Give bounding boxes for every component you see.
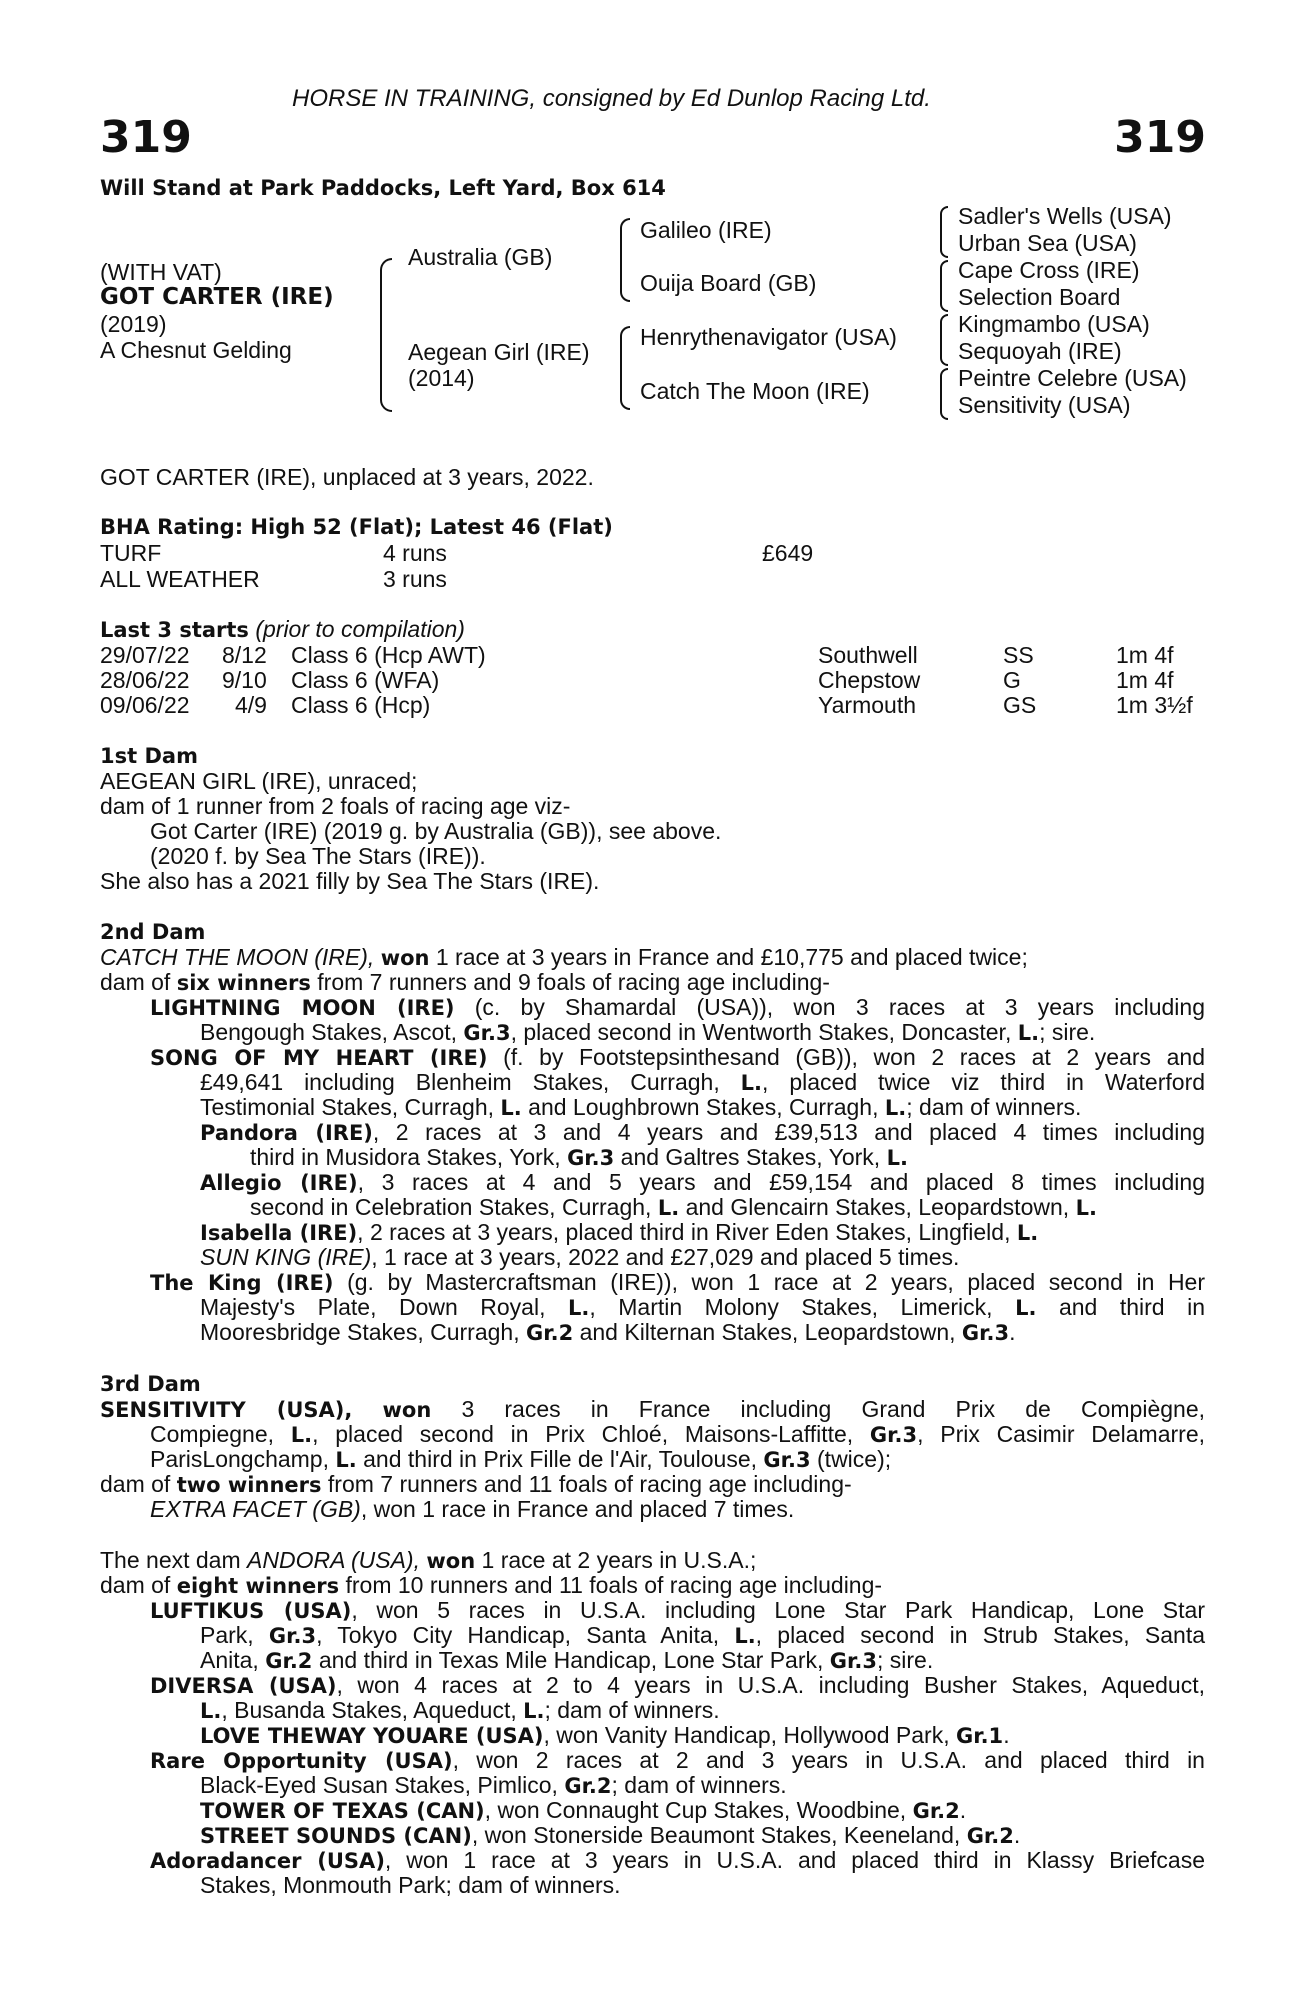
horse-year: (2019) (100, 311, 167, 337)
start-date: 28/06/22 (100, 667, 190, 693)
sire-name: Australia (GB) (408, 244, 553, 270)
start-race: Class 6 (Hcp) (291, 692, 431, 718)
ancestor-7: Peintre Celebre (USA) (958, 365, 1187, 391)
third-dam-line: ParisLongchamp, L. and third in Prix Fille de l'Air, Toulouse, Gr.3 (twice); (150, 1446, 892, 1472)
start-distance: 1m 3½f (1116, 692, 1193, 718)
progeny-entry: STREET SOUNDS (CAN), won Stonerside Beaumont Stakes, Keeneland, Gr.2. (200, 1822, 1021, 1848)
start-course: Southwell (818, 642, 918, 668)
ancestor-6: Sequoyah (IRE) (958, 338, 1122, 364)
progeny-entry: £49,641 including Blenheim Stakes, Curragh, L., placed twice viz third in Waterford (200, 1069, 1206, 1095)
first-dam-heading: 1st Dam (100, 744, 198, 768)
start-going: G (1003, 667, 1021, 693)
runs-turf: 4 runs (383, 540, 447, 566)
first-dam-line: AEGEAN GIRL (IRE), unraced; (100, 768, 418, 794)
ancestor-1: Sadler's Wells (USA) (958, 203, 1172, 229)
progeny-entry: Adoradancer (USA), won 1 race at 3 years in U.S.A. and placed third in Klassy Briefcase (150, 1847, 1205, 1873)
pedigree-bracket-3c (940, 314, 948, 366)
progeny-entry: Anita, Gr.2 and third in Texas Mile Handicap, Lone Star Park, Gr.3; sire. (200, 1647, 934, 1673)
progeny-entry: Isabella (IRE), 2 races at 3 years, placed third in River Eden Stakes, Lingfield, L. (200, 1219, 1039, 1245)
progeny-entry: Stakes, Monmouth Park; dam of winners. (200, 1872, 621, 1898)
ancestor-3: Cape Cross (IRE) (958, 257, 1140, 283)
start-race: Class 6 (Hcp AWT) (291, 642, 486, 668)
runs-aw: 3 runs (383, 566, 447, 592)
progeny-entry: L., Busanda Stakes, Aqueduct, L.; dam of winners. (200, 1697, 720, 1723)
dam-name: Aegean Girl (IRE) (408, 339, 590, 365)
prize-turf: £649 (762, 540, 814, 566)
start-race: Class 6 (WFA) (291, 667, 440, 693)
pedigree-bracket-3b (940, 260, 948, 312)
progeny-entry: DIVERSA (USA), won 4 races at 2 to 4 years in U.S.A. including Busher Stakes, Aqueduct, (150, 1672, 1205, 1698)
progeny-entry: LOVE THEWAY YOUARE (USA), won Vanity Handicap, Hollywood Park, Gr.1. (200, 1722, 1010, 1748)
dam-year: (2014) (408, 365, 475, 391)
progeny-entry: Park, Gr.3, Tokyo City Handicap, Santa Anita, L., placed second in Strub Stakes, Santa (200, 1622, 1205, 1648)
start-distance: 1m 4f (1116, 667, 1174, 693)
progeny-entry: LIGHTNING MOON (IRE) (c. by Shamardal (USA)), won 3 races at 3 years including (150, 994, 1205, 1020)
progeny-entry: Pandora (IRE), 2 races at 3 and 4 years and £39,513 and placed 4 times including (200, 1119, 1205, 1145)
horse-name: GOT CARTER (IRE) (100, 284, 334, 310)
first-dam-line: dam of 1 runner from 2 foals of racing age viz- (100, 793, 571, 819)
progeny-entry: The King (IRE) (g. by Mastercraftsman (IRE)), won 1 race at 2 years, placed second in Her (150, 1269, 1206, 1295)
start-position: 8/12 (222, 642, 267, 668)
ancestor-4: Selection Board (958, 284, 1121, 310)
progeny-entry: Rare Opportunity (USA), won 2 races at 2 and 3 years in U.S.A. and placed third in (150, 1747, 1205, 1773)
grandsire-2: Ouija Board (GB) (640, 270, 817, 296)
stand-location: Will Stand at Park Paddocks, Left Yard, Box 614 (100, 176, 666, 200)
lot-number-right: 319 (1114, 112, 1206, 163)
pedigree-bracket-2a (620, 218, 630, 302)
progeny-entry: TOWER OF TEXAS (CAN), won Connaught Cup Stakes, Woodbine, Gr.2. (200, 1797, 967, 1823)
first-dam-line: She also has a 2021 filly by Sea The Stars (IRE). (100, 868, 600, 894)
pedigree-bracket-2b (620, 326, 630, 410)
surface-turf: TURF (100, 540, 162, 566)
progeny-entry: Mooresbridge Stakes, Curragh, Gr.2 and Kilternan Stakes, Leopardstown, Gr.3. (200, 1319, 1016, 1345)
surface-aw: ALL WEATHER (100, 566, 260, 592)
progeny-entry: EXTRA FACET (GB), won 1 race in France and placed 7 times. (150, 1496, 795, 1522)
first-dam-line: (2020 f. by Sea The Stars (IRE)). (150, 843, 486, 869)
third-dam-line: SENSITIVITY (USA), won 3 races in France including Grand Prix de Compiègne, (100, 1396, 1206, 1422)
first-dam-line: Got Carter (IRE) (2019 g. by Australia (GB)), see above. (150, 818, 722, 844)
ancestor-8: Sensitivity (USA) (958, 392, 1131, 418)
progeny-entry: SONG OF MY HEART (IRE) (f. by Footstepsinthesand (GB)), won 2 races at 2 years and (150, 1044, 1206, 1070)
pedigree-bracket-1 (380, 258, 392, 412)
grandsire-1: Galileo (IRE) (640, 217, 772, 243)
progeny-entry: Black-Eyed Susan Stakes, Pimlico, Gr.2; dam of winners. (200, 1772, 787, 1798)
second-dam-line: CATCH THE MOON (IRE), won 1 race at 3 years in France and £10,775 and placed twice; (100, 944, 1028, 970)
start-course: Chepstow (818, 667, 921, 693)
progeny-entry: third in Musidora Stakes, York, Gr.3 and Galtres Stakes, York, L. (250, 1144, 908, 1170)
third-dam-line: dam of two winners from 7 runners and 11 foals of racing age including- (100, 1471, 852, 1497)
progeny-entry: SUN KING (IRE), 1 race at 3 years, 2022 and £27,029 and placed 5 times. (200, 1244, 960, 1270)
vat-note: (WITH VAT) (100, 259, 222, 285)
next-dam-line: The next dam ANDORA (USA), won 1 race at 2 years in U.S.A.; (100, 1547, 757, 1573)
next-dam-line: dam of eight winners from 10 runners and 11 foals of racing age including- (100, 1572, 883, 1598)
progeny-entry: Allegio (IRE), 3 races at 4 and 5 years and £59,154 and placed 8 times including (200, 1169, 1206, 1195)
bha-rating: BHA Rating: High 52 (Flat); Latest 46 (Flat) (100, 515, 613, 539)
ancestor-5: Kingmambo (USA) (958, 311, 1150, 337)
grandsire-3: Henrythenavigator (USA) (640, 324, 897, 350)
progeny-entry: LUFTIKUS (USA), won 5 races in U.S.A. including Lone Star Park Handicap, Lone Star (150, 1597, 1205, 1623)
progeny-entry: Testimonial Stakes, Curragh, L. and Loughbrown Stakes, Curragh, L.; dam of winners. (200, 1094, 1082, 1120)
start-date: 09/06/22 (100, 692, 190, 718)
start-distance: 1m 4f (1116, 642, 1174, 668)
progeny-entry: Majesty's Plate, Down Royal, L., Martin Molony Stakes, Limerick, L. and third in (200, 1294, 1205, 1320)
last-starts-heading: Last 3 starts (prior to compilation) (100, 616, 465, 642)
start-going: SS (1003, 642, 1034, 668)
third-dam-line: Compiegne, L., placed second in Prix Chloé, Maisons-Laffitte, Gr.3, Prix Casimir Delamarre, (150, 1421, 1205, 1447)
second-dam-line: dam of six winners from 7 runners and 9 foals of racing age including- (100, 969, 830, 995)
consignment-line: HORSE IN TRAINING, consigned by Ed Dunlop Racing Ltd. (292, 85, 931, 112)
grandsire-4: Catch The Moon (IRE) (640, 378, 870, 404)
start-going: GS (1003, 692, 1037, 718)
pedigree-bracket-3a (940, 206, 948, 258)
third-dam-heading: 3rd Dam (100, 1372, 201, 1396)
start-position: 9/10 (222, 667, 267, 693)
second-dam-heading: 2nd Dam (100, 920, 206, 944)
race-summary: GOT CARTER (IRE), unplaced at 3 years, 2022. (100, 464, 594, 490)
lot-number-left: 319 (100, 112, 192, 163)
start-course: Yarmouth (818, 692, 917, 718)
start-position: 4/9 (235, 692, 267, 718)
start-date: 29/07/22 (100, 642, 190, 668)
progeny-entry: Bengough Stakes, Ascot, Gr.3, placed second in Wentworth Stakes, Doncaster, L.; sire. (200, 1019, 1096, 1045)
progeny-entry: second in Celebration Stakes, Curragh, L. and Glencairn Stakes, Leopardstown, L. (250, 1194, 1097, 1220)
pedigree-bracket-3d (940, 368, 948, 420)
horse-description: A Chesnut Gelding (100, 337, 292, 363)
ancestor-2: Urban Sea (USA) (958, 230, 1137, 256)
